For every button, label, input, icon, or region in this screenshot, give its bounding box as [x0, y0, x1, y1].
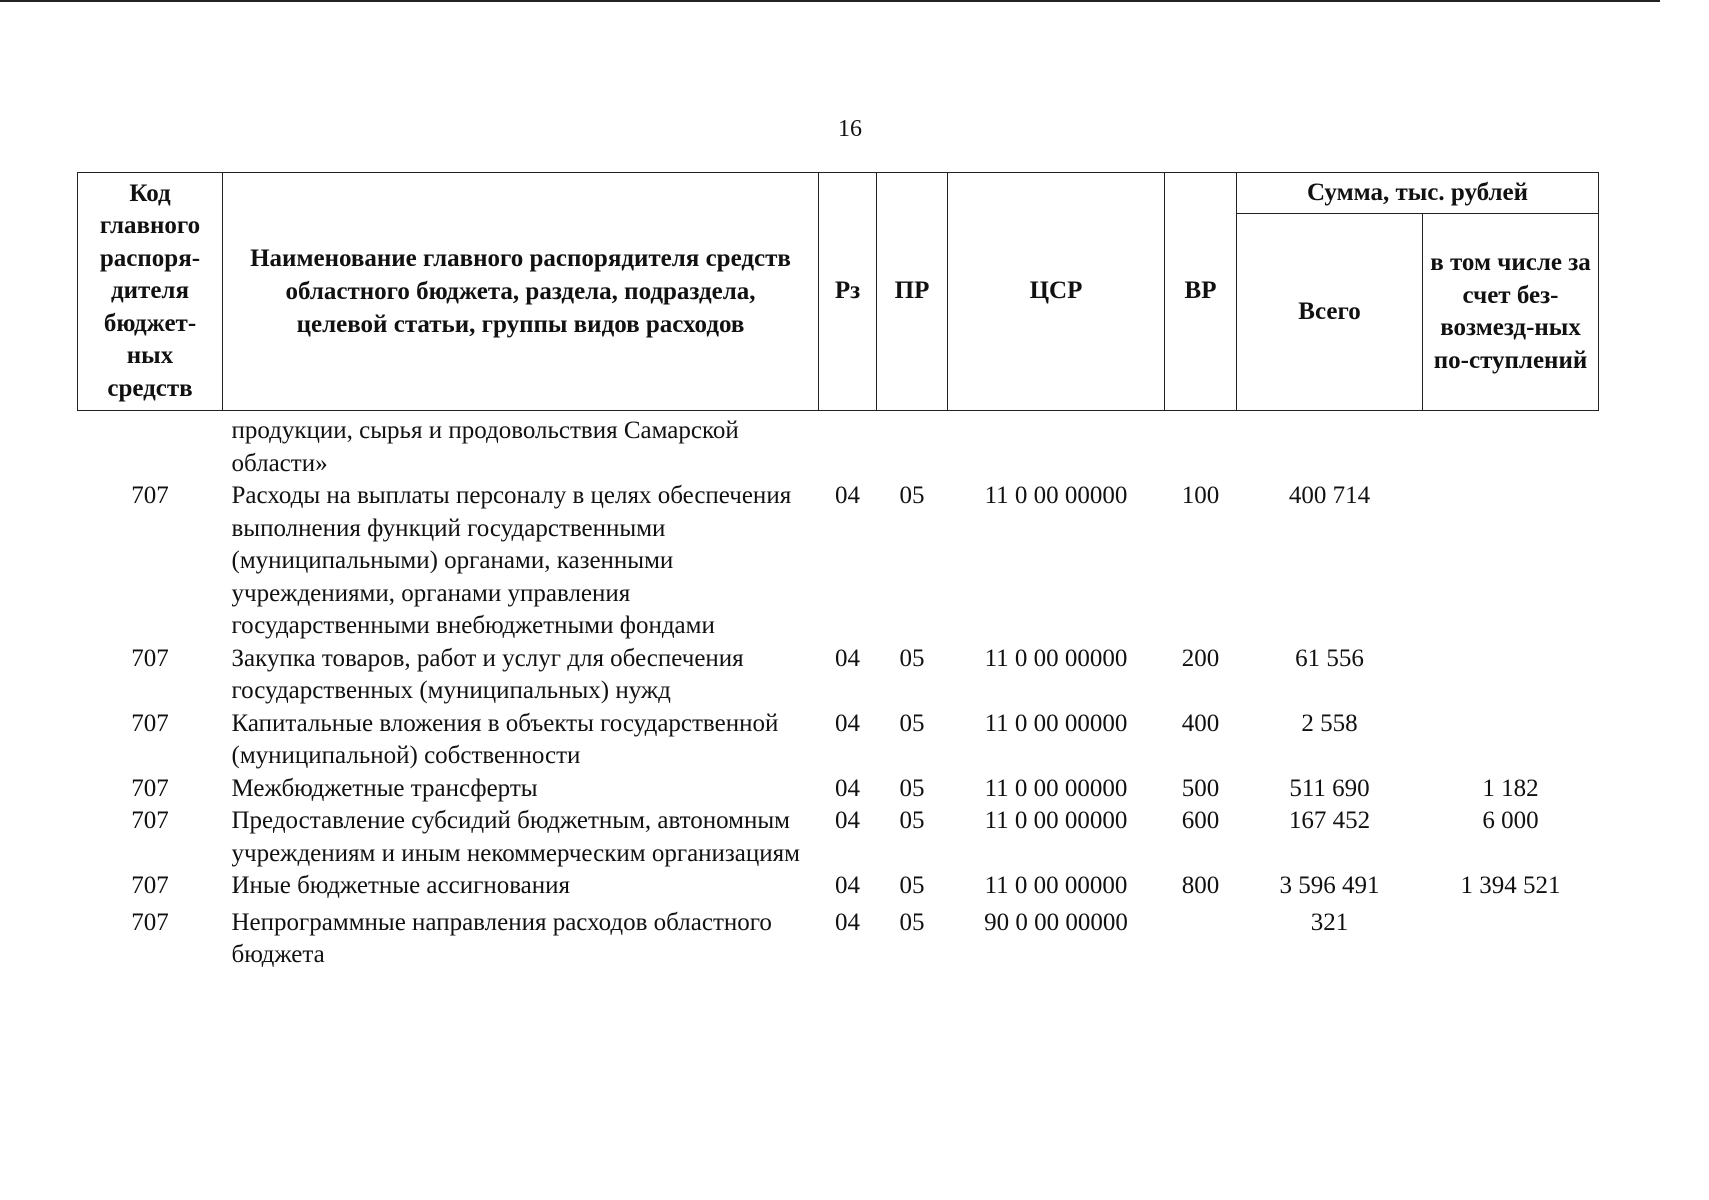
header-code: Код главного распоря-дителя бюджет-ных средств — [78, 173, 223, 411]
cell-pr: 05 — [899, 872, 925, 899]
cell-rz: 04 — [835, 872, 860, 899]
cell-name: Закупка товаров, работ и услуг для обеспечения государственных (муниципальных) нужд — [231, 644, 744, 704]
cell-vr: 500 — [1181, 774, 1220, 802]
cell-code: 707 — [131, 774, 169, 802]
cell-code: 707 — [131, 482, 169, 509]
cell-pr: 05 — [899, 482, 925, 509]
page-number: 16 — [838, 116, 862, 142]
cell-name: Капитальные вложения в объекты государственной (муниципальной) собственности — [231, 709, 779, 769]
table-row — [78, 643, 1599, 708]
cell-vr — [1165, 411, 1237, 481]
header-rz: Рз — [819, 173, 877, 411]
cell-rz — [819, 411, 877, 481]
cell-free: 1 394 521 — [1460, 872, 1561, 899]
cell-total: 2 558 — [1301, 709, 1358, 737]
header-free: в том числе за счет без-возмезд-ных по-ступлений — [1423, 214, 1599, 411]
budget-table — [77, 172, 1599, 972]
cell-vr: 200 — [1181, 644, 1220, 672]
header-pr: ПР — [877, 173, 948, 411]
cell-name: Межбюджетные трансферты — [231, 774, 538, 802]
cell-code: 707 — [131, 807, 169, 834]
top-rule — [0, 0, 1660, 2]
cell-vr — [1165, 903, 1237, 972]
cell-code: 707 — [131, 709, 169, 737]
cell-code: 707 — [131, 908, 169, 936]
cell-vr: 100 — [1181, 482, 1220, 509]
cell-code — [78, 411, 223, 481]
cell-total: 400 714 — [1288, 482, 1371, 509]
cell-name: продукции, сырья и продовольствия Самарской области» — [231, 417, 739, 477]
cell-vr: 800 — [1181, 872, 1220, 899]
table-row — [78, 708, 1599, 773]
header-name: Наименование главного распорядителя средств областного бюджета, раздела, подраздела, целевой статьи, группы видов расходов — [223, 173, 819, 411]
table-body — [78, 411, 1599, 972]
header-total: Всего — [1237, 214, 1423, 411]
cell-rz: 04 — [835, 908, 860, 936]
cell-total — [1237, 411, 1423, 481]
cell-free — [1423, 903, 1599, 972]
header-csr: ЦСР — [948, 173, 1165, 411]
cell-total: 321 — [1310, 908, 1349, 936]
table-row — [78, 773, 1599, 806]
cell-csr — [948, 411, 1165, 481]
cell-vr: 600 — [1181, 807, 1220, 834]
cell-csr: 11 0 00 00000 — [984, 709, 1128, 737]
cell-name: Непрограммные направления расходов областного бюджета — [231, 908, 772, 968]
cell-csr: 11 0 00 00000 — [984, 482, 1128, 509]
cell-csr: 90 0 00 00000 — [984, 908, 1128, 936]
table-header — [78, 173, 1599, 411]
table-row — [78, 805, 1599, 870]
cell-csr: 11 0 00 00000 — [984, 872, 1128, 899]
cell-pr: 05 — [899, 807, 925, 834]
cell-name: Расходы на выплаты персоналу в целях обеспечения выполнения функций государственными (муниципальными) органами, казенными учреждениями, органами управления государственными внебюджетными фондами — [231, 482, 792, 639]
cell-free: 6 000 — [1482, 807, 1539, 834]
cell-total: 167 452 — [1288, 807, 1371, 834]
table-row — [78, 870, 1599, 903]
cell-name: Иные бюджетные ассигнования — [231, 872, 571, 899]
cell-free — [1423, 480, 1599, 643]
cell-pr: 05 — [899, 644, 925, 672]
cell-total: 61 556 — [1295, 644, 1364, 672]
table-row — [78, 903, 1599, 972]
table-row — [78, 411, 1599, 481]
cell-total: 3 596 491 — [1279, 872, 1380, 899]
cell-pr: 05 — [899, 908, 925, 936]
cell-free — [1423, 411, 1599, 481]
header-sum: Сумма, тыс. рублей — [1237, 173, 1599, 214]
cell-rz: 04 — [835, 482, 860, 509]
cell-pr: 05 — [899, 709, 925, 737]
cell-free — [1423, 643, 1599, 708]
cell-pr — [877, 411, 948, 481]
cell-name: Предоставление субсидий бюджетным, автономным учреждениям и иным некоммерческим организациям — [231, 807, 800, 867]
cell-rz: 04 — [835, 807, 860, 834]
table-row — [78, 480, 1599, 643]
cell-code: 707 — [131, 872, 169, 899]
cell-csr: 11 0 00 00000 — [984, 644, 1128, 672]
cell-rz: 04 — [835, 644, 860, 672]
cell-csr: 11 0 00 00000 — [984, 807, 1128, 834]
cell-vr: 400 — [1181, 709, 1220, 737]
cell-free — [1423, 708, 1599, 773]
cell-rz: 04 — [835, 709, 860, 737]
cell-free: 1 182 — [1482, 774, 1539, 802]
cell-code: 707 — [131, 644, 169, 672]
header-vr: ВР — [1165, 173, 1237, 411]
cell-csr: 11 0 00 00000 — [984, 774, 1128, 802]
cell-total: 511 690 — [1289, 774, 1370, 802]
cell-pr: 05 — [899, 774, 925, 802]
cell-rz: 04 — [835, 774, 860, 802]
